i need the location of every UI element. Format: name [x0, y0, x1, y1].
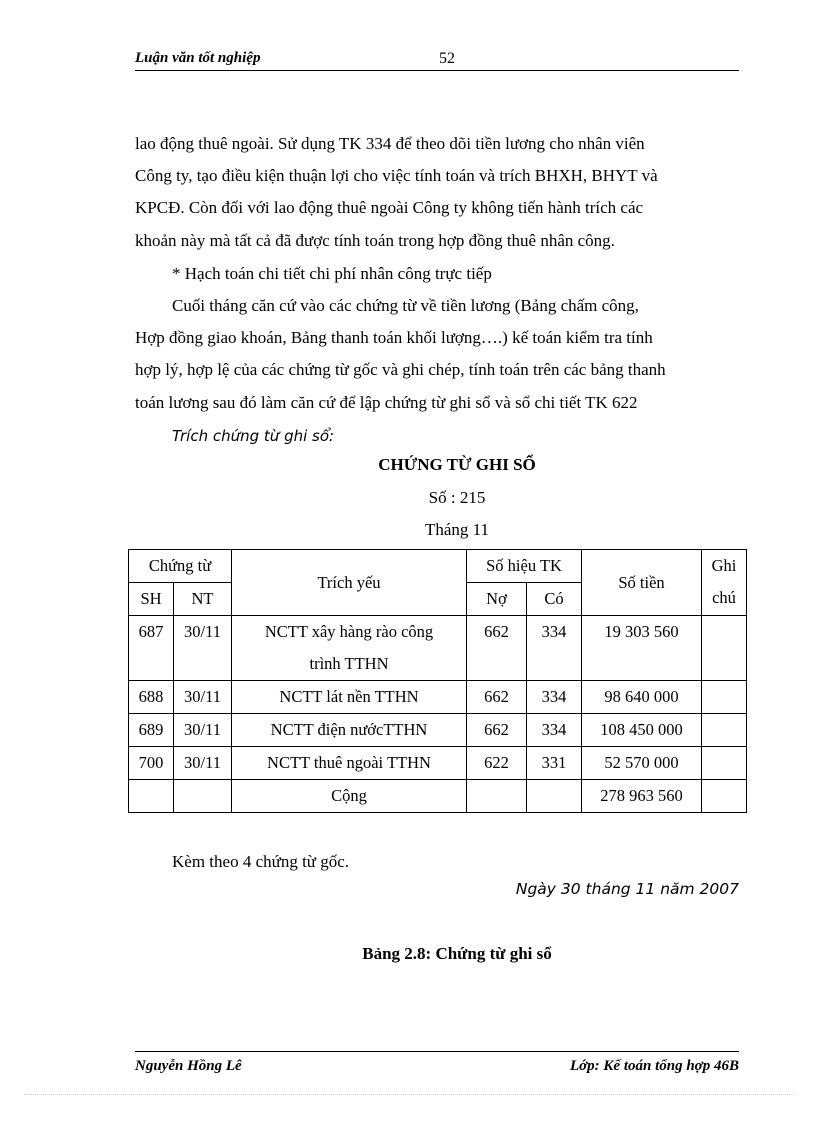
page-edge-divider	[24, 1094, 794, 1095]
header-ghi-chu-line2: chú	[712, 588, 736, 607]
author-name: Nguyễn Hồng Lê	[135, 1058, 242, 1074]
cell-sh: 700	[129, 747, 174, 780]
voucher-number: Số : 215	[428, 488, 486, 507]
cell-co: 334	[527, 681, 582, 714]
cell-empty	[527, 780, 582, 813]
header-trich-yeu: Trích yếu	[232, 550, 467, 616]
cell-note	[702, 681, 747, 714]
voucher-month: Tháng 11	[424, 520, 490, 539]
page-header	[135, 48, 739, 71]
thesis-title: Luận văn tốt nghiệp	[135, 50, 261, 66]
cell-desc-line1: NCTT xây hàng rào công	[264, 622, 434, 641]
cell-nt: 30/11	[174, 747, 232, 780]
voucher-table	[128, 549, 747, 813]
cell-amount: 98 640 000	[582, 681, 702, 714]
table-row	[129, 681, 747, 714]
voucher-date: Ngày 30 tháng 11 năm 2007	[515, 880, 739, 898]
cell-no: 662	[467, 714, 527, 747]
header-ghi-chu	[702, 550, 747, 616]
header-no: Nợ	[467, 583, 527, 616]
cell-sh: 687	[129, 616, 174, 681]
paragraph-2-line: hợp lý, hợp lệ của các chứng từ gốc và ghi chép, tính toán trên các bảng thanh	[135, 360, 666, 379]
cell-desc: NCTT lát nền TTHN	[232, 681, 467, 714]
cell-note	[702, 714, 747, 747]
table-row	[129, 747, 747, 780]
paragraph-2-line: Hợp đồng giao khoán, Bảng thanh toán khối lượng….) kế toán kiểm tra tính	[135, 328, 653, 347]
header-sh: SH	[129, 583, 174, 616]
paragraph-1-line: khoản này mà tất cả đã được tính toán trong hợp đồng thuê nhân công.	[135, 231, 615, 250]
total-label: Cộng	[232, 780, 467, 813]
cell-co: 331	[527, 747, 582, 780]
header-so-hieu-tk: Số hiệu TK	[467, 550, 582, 583]
paragraph-2-line: toán lương sau đó làm căn cứ để lập chứng từ ghi sổ và sổ chi tiết TK 622	[135, 393, 638, 412]
cell-no: 662	[467, 616, 527, 681]
cell-desc: NCTT điện nướcTTHN	[232, 714, 467, 747]
header-chung-tu: Chứng từ	[129, 550, 232, 583]
cell-nt: 30/11	[174, 681, 232, 714]
class-name: Lớp: Kế toán tổng hợp 46B	[569, 1058, 739, 1074]
header-so-tien: Số tiền	[582, 550, 702, 616]
cell-co: 334	[527, 616, 582, 681]
cell-desc	[232, 616, 467, 681]
paragraph-1	[135, 128, 739, 259]
cell-empty	[467, 780, 527, 813]
page-footer	[135, 1051, 739, 1075]
table-row	[129, 616, 747, 681]
cell-desc-line2: trình TTHN	[309, 654, 389, 673]
cell-amount: 19 303 560	[582, 616, 702, 681]
cell-desc: NCTT thuê ngoài TTHN	[232, 747, 467, 780]
paragraph-1-line: Công ty, tạo điều kiện thuận lợi cho việc tính toán và trích BHXH, BHYT và	[135, 166, 658, 185]
cell-amount: 52 570 000	[582, 747, 702, 780]
paragraph-2-line: Cuối tháng căn cứ vào các chứng từ về tiền lương (Bảng chấm công,	[172, 296, 639, 315]
cell-nt: 30/11	[174, 616, 232, 681]
header-co: Có	[527, 583, 582, 616]
page-number: 52	[439, 50, 455, 67]
cell-sh: 689	[129, 714, 174, 747]
header-ghi-chu-line1: Ghi	[711, 556, 737, 575]
paragraph-1-line: KPCĐ. Còn đối với lao động thuê ngoài Công ty không tiến hành trích các	[135, 198, 644, 217]
table-row	[129, 714, 747, 747]
paragraph-1-line: lao động thuê ngoài. Sử dụng TK 334 để theo dõi tiền lương cho nhân viên	[135, 134, 645, 153]
cell-empty	[174, 780, 232, 813]
cell-co: 334	[527, 714, 582, 747]
header-nt: NT	[174, 583, 232, 616]
cell-nt: 30/11	[174, 714, 232, 747]
cell-empty	[129, 780, 174, 813]
cell-empty	[702, 780, 747, 813]
cell-note	[702, 747, 747, 780]
cell-note	[702, 616, 747, 681]
cell-sh: 688	[129, 681, 174, 714]
excerpt-label-text: Trích chứng từ ghi sổ:	[172, 427, 335, 445]
table-caption: Bảng 2.8: Chứng từ ghi sổ	[362, 944, 552, 963]
cell-no: 662	[467, 681, 527, 714]
paragraph-2	[135, 290, 739, 421]
detail-heading-text: * Hạch toán chi tiết chi phí nhân công trực tiếp	[172, 264, 492, 283]
total-row	[129, 780, 747, 813]
attachments-text: Kèm theo 4 chứng từ gốc.	[172, 852, 350, 871]
voucher-title: CHỨNG TỪ GHI SỔ	[378, 455, 536, 474]
cell-amount: 108 450 000	[582, 714, 702, 747]
total-amount: 278 963 560	[582, 780, 702, 813]
cell-no: 622	[467, 747, 527, 780]
